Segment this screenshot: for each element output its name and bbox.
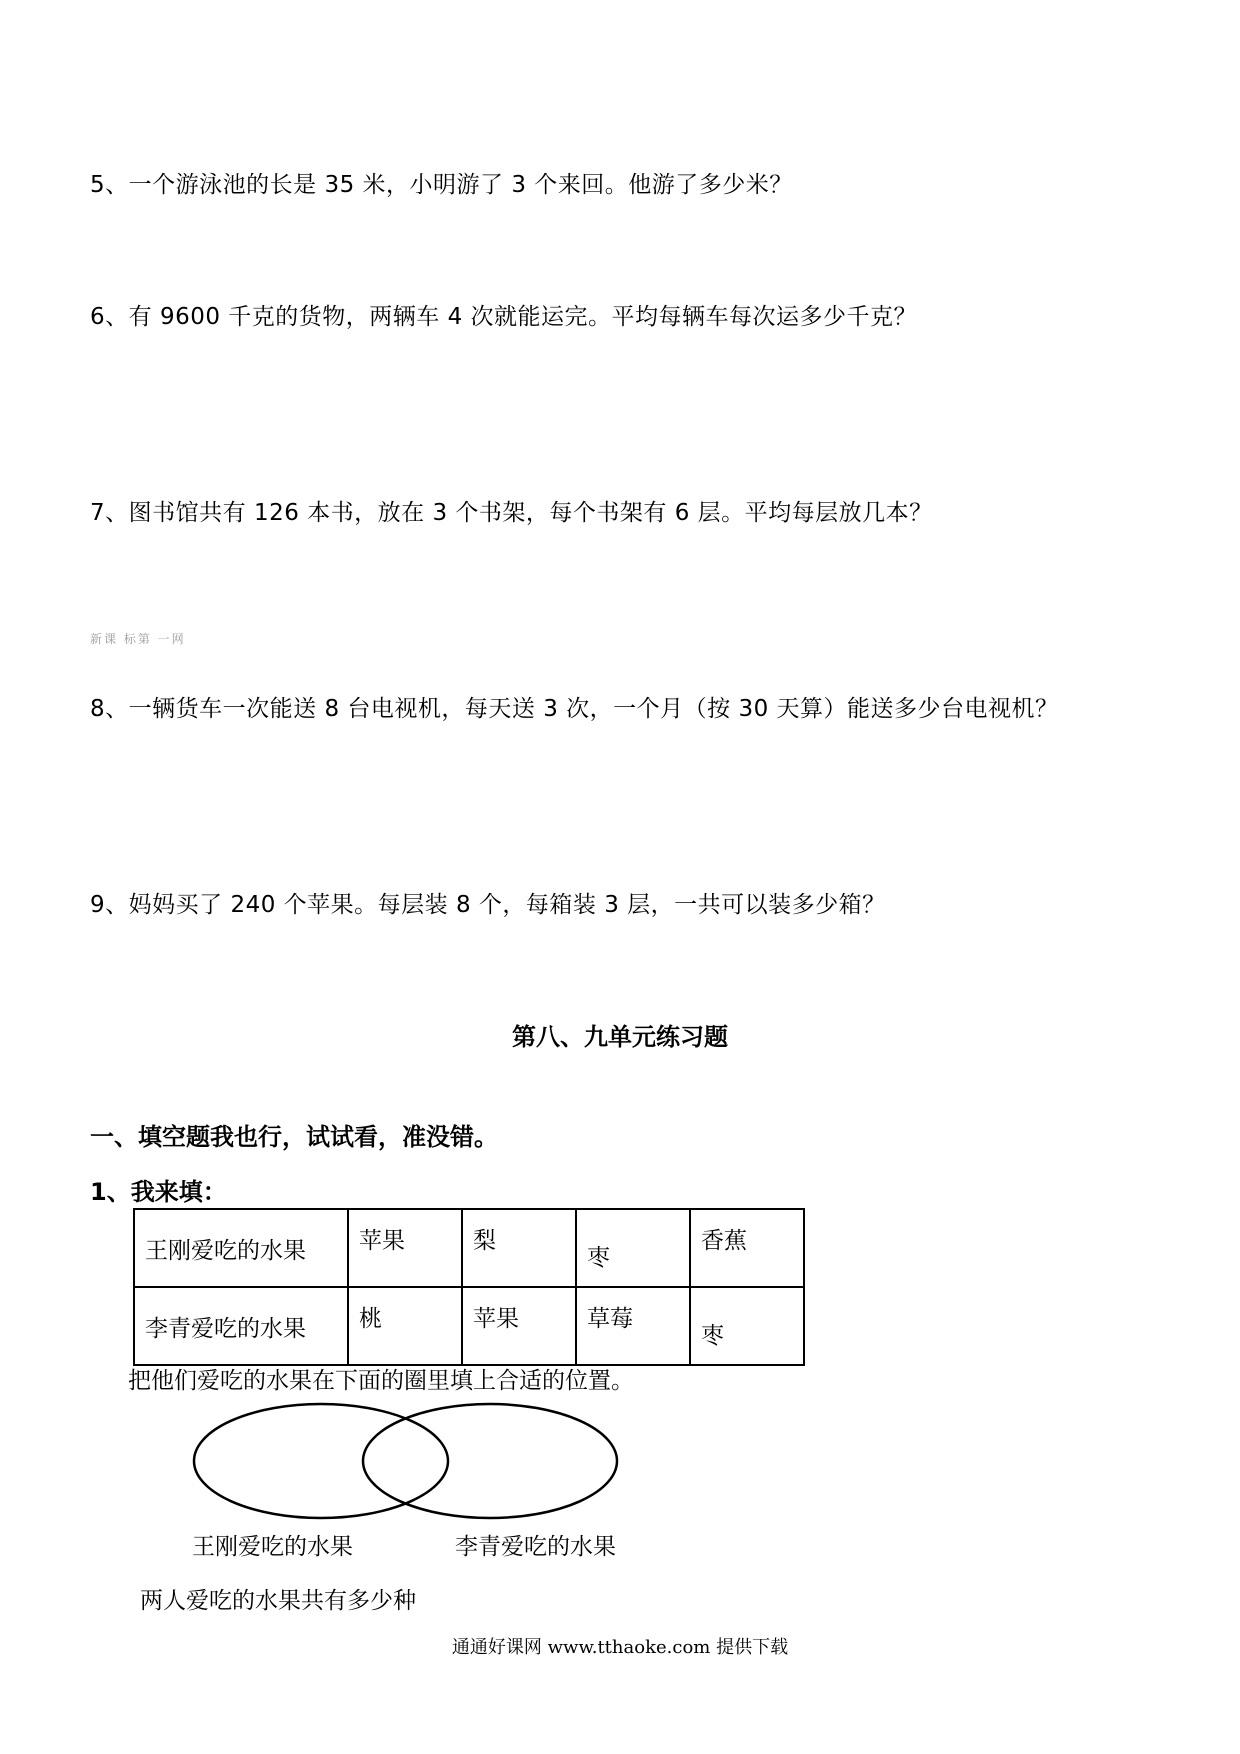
table-cell: 香蕉 xyxy=(690,1209,804,1287)
table-cell: 梨 xyxy=(462,1209,576,1287)
venn-left-circle xyxy=(194,1404,448,1518)
part-title: 一、填空题我也行，试试看，准没错。 xyxy=(90,1123,498,1151)
table-cell: 草莓 xyxy=(576,1287,690,1365)
venn-left-label: 王刚爱吃的水果 xyxy=(192,1534,353,1560)
table-row-label: 李青爱吃的水果 xyxy=(134,1287,348,1365)
watermark-text: 新课 标第 一网 xyxy=(90,632,186,646)
table-cell: 枣 xyxy=(576,1209,690,1287)
table-cell: 苹果 xyxy=(462,1287,576,1365)
question-7: 7、图书馆共有 126 本书，放在 3 个书架，每个书架有 6 层。平均每层放几本？ xyxy=(90,500,933,526)
section-title: 第八、九单元练习题 xyxy=(512,1023,728,1051)
sub-question-title: 1、我来填： xyxy=(90,1178,227,1206)
table-cell: 桃 xyxy=(348,1287,462,1365)
fruit-table xyxy=(133,1208,805,1366)
table-row xyxy=(134,1287,804,1365)
question-6: 6、有 9600 千克的货物，两辆车 4 次就能运完。平均每辆车每次运多少千克？ xyxy=(90,304,918,330)
table-cell: 枣 xyxy=(690,1287,804,1365)
venn-diagram xyxy=(160,1400,680,1530)
footer-text: 通通好课网 www.tthaoke.com 提供下载 xyxy=(451,1637,789,1658)
question-9: 9、妈妈买了 240 个苹果。每层装 8 个，每箱装 3 层，一共可以装多少箱？ xyxy=(90,892,886,918)
table-row-label: 王刚爱吃的水果 xyxy=(134,1209,348,1287)
bottom-question: 两人爱吃的水果共有多少种 xyxy=(140,1588,416,1614)
table-row xyxy=(134,1209,804,1287)
venn-right-label: 李青爱吃的水果 xyxy=(455,1534,616,1560)
table-cell: 苹果 xyxy=(348,1209,462,1287)
venn-instruction: 把他们爱吃的水果在下面的圈里填上合适的位置。 xyxy=(128,1368,634,1394)
question-5: 5、一个游泳池的长是 35 米，小明游了 3 个来回。他游了多少米？ xyxy=(90,172,793,198)
venn-right-circle xyxy=(363,1404,617,1518)
question-8: 8、一辆货车一次能送 8 台电视机，每天送 3 次，一个月（按 30 天算）能送多少台电视机？ xyxy=(90,696,1059,722)
